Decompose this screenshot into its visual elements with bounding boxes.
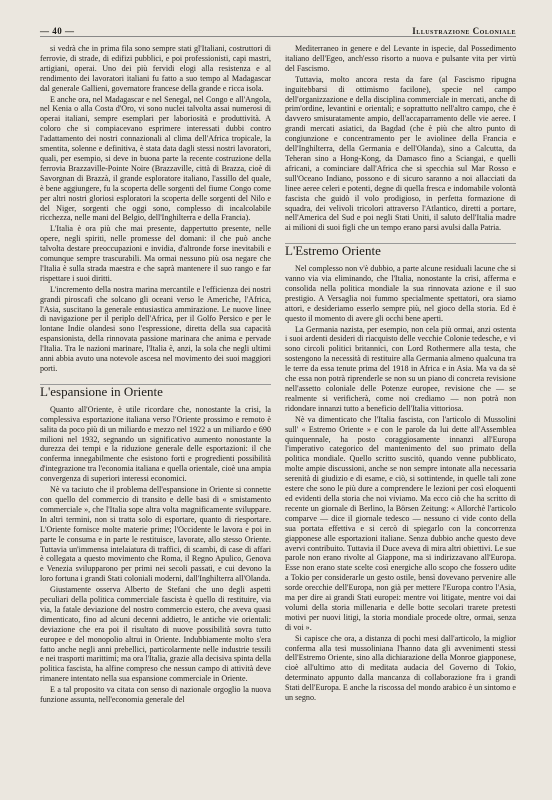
paragraph: Nel complesso non v'è dubbio, a parte alcune residuali lacune che si vanno via via eliminando, che l'Italia, nonostante la crisi, afferma e consolida nella politica mondiale la sua rinnovata azione e il suo prestigio. A Versaglia noi fummo specialmente spettatori, ora siamo attori, e desideriamo esserlo sempre più, nel gioco della storia. Ed è questo il momento di avere gli occhi bene aperti.: [285, 264, 516, 323]
paragraph: Giustamente osserva Alberto de Stefani che uno degli aspetti peculiari della politica commerciale fascista è quello di restituire, via via, la fatale deviazione del nostro commercio estero, che aveva quasi dimenticato, fino ad alcuni decenni addietro, le antiche vie orientali: deviazione che era poi il risultato di nuove possibilità sovra tutto europee e del monopolio altrui in Oriente. Indubbiamente molto s'era fatto anche negli anni prebellici, particolarmente nelle industrie tessili e nei trasporti marittimi; ma ora l'Italia, grazie alla decisiva spinta della politica fascista, ha alfine compreso che nessun campo di attività deve rimanere intentato nella sua espansione commerciale in Oriente.: [40, 585, 271, 684]
magazine-title: Illustrazione Coloniale: [412, 26, 516, 36]
paragraph: Tuttavia, molto ancora resta da fare (al Fascismo ripugna inguitebbarsi di ottimismo facilone), specie nel campo dell'organizzazione e della disciplina commerciale in mercati, anche di prim'ordine, levantini e orientali; e soprattutto nell'altro campo, che è davvero smisuratamente ampio, dell'accaparramento delle vie aeree. I grandi mercati asiatici, da Bagdad (che è più che altro punto di congiunzione e concentramento per le aviolinee della Francia e dell'Inghilterra, della Germania e dell'Olanda), sino a Calcutta, da Teheran sino a Hong-Kong, da Damasco fino a Sciangai, e quelli africani, a cominciare dall'Africa che si specchia sul Mar Rosso e sull'Oceano Indiano, possono e di sicuro saranno a noi allacciati da linee aeree celeri e potenti, degne di quella fresca e indomabile volontà fascista che guidò il volo prodigioso, in perfetta formazione di squadra, dei velivoli tricolori attraverso l'Atlantico, diretti a portare, nell'America del Sud e poi negli Stati Uniti, il saluto dell'Italia madre ai milioni di suoi figli che un tempo erano parsi avulsi dalla Patria.: [285, 74, 516, 233]
section-heading: L'Estremo Oriente: [285, 243, 516, 256]
paragraph: L'Italia è ora più che mai presente, dappertutto presente, nelle opere, negli spiriti, nelle promesse del domani: il che può anche talvolta destare preoccupazioni e invidia, d'altronde forse inevitabili e comunque sempre trascurabili. Ma ormai nessuno più osa negare che l'Italia è sulla strada maestra e che saprà mantenere il suo rango e far rispettare i suoi diritti.: [40, 224, 271, 283]
paragraph: E a tal proposito va citata con senso di nazionale orgoglio la nuova funzione assunta, nell'economia generale del: [40, 685, 271, 705]
paragraph: si vedrà che in prima fila sono sempre stati gl'Italiani, costruttori di ferrovie, di strade, di edifizi pubblici, e poi professionisti, capi mastri, artigiani, operai. Uno dei più fervidi elogi alla resistenza e al rendimento dei lavoratori italiani fu fatto a suo tempo al Madagascar dal generale Gallieni, governatore francese della grande e ricca isola.: [40, 44, 271, 93]
page-number: — 40 —: [40, 26, 75, 36]
page-header: [40, 16, 516, 37]
left-column: [40, 44, 271, 786]
paragraph: E anche ora, nel Madagascar e nel Senegal, nel Congo e all'Angola, nel Kenia o alla Costa d'Oro, vi sono nuclei talvolta assai numerosi di operai italiani, sempre esemplari per laboriosità e produttività. A coloro che si compiacevano esprimere interessati dubbi contro l'adattamento dei nostri connazionali al clima dell'Africa tropicale, la smentita, solenne e definitiva, è stata data dagli stessi nostri lavoratori, quali, per esempio, si deve in buona parte la recente costruzione della ferrovia Brazzaville-Pointe Noire (Brazzaville, città di Brazza, cioè di Savorgnan di Brazzà, il grande esploratore italiano, l'assillo del quale, è bene aggiungere, fu la scoperta delle sorgenti del fiume Congo come per altri nostri gloriosi esploratori la scoperta delle sorgenti del Nilo e del Niger, sorgenti che oggi sono, complesso di incalcolabile ricchezza, nelle mani del Belgio, dell'Inghilterra e della Francia).: [40, 94, 271, 223]
paragraph: Quanto all'Oriente, è utile ricordare che, nonostante la crisi, la complessiva esportazione italiana verso l'Oriente prossimo e remoto è salita da poco più di un miliardo e mezzo nel 1922 a un miliardo e 690 milioni nel 1932, segnando un significativo aumento nonostante la durezza dei tempi e la riduzione generale delle esportazioni: il che conferma innegabilmente che esistono forti e progredienti possibilità d'integrazione tra l'economia italiana e quella orientale, cioè una ampia convergenza di superiori interessi economici.: [40, 404, 271, 484]
paragraph: Nè va dimenticato che l'Italia fascista, con l'articolo di Mussolini sull' « Estremo Oriente » e con le parole da lui dette all'Assemblea quinquennale, ha posto coraggiosamente innanzi all'Europa l'imperativo categorico del mantenimento del suo primato della politica mondiale. Quello scritto suscitò, quando venne pubblicato, molte ampie discussioni, anche se non sempre intonate alla necessaria serenità di giudizio e di esame, e ciò, si sottintende, in quelle tali zone estere che sono le più dure a comprendere le lezioni per così eloquenti ed evidenti della storia che noi viviamo. Ma ecco ciò che ha scritto di recente un giornale di Berlino, la Börsen Zeitung: « Allorchè l'articolo comparve — dice il giornale tedesco — nessuno ci vide conto della sua portata effettiva e si cercò di spiegarlo con la concorrenza giapponese alle esportazioni italiane. Senza dubbio anche questo deve avervi contribuito. Tuttavia il Duce aveva di mira altri obiettivi. Le sue parole non erano rivolte al Giappone, ma si indirizzavano all'Europa. Esse non erano state scelte così energiche allo scopo che fossero udite a Tokio per considerarle un gesto ostile, bensì dovevano pervenire alle sorde orecchie dell'Europa, non già per mettere l'Europa contro l'Asia, ma per dire ai grandi Stati europei: mentre voi litigate, mentre voi dai volumi della storia millenaria e delle botte secolari trarete pretesti motivi per nuovi litigi, la storia mondiale procede oltre, ormai, senza di voi ».: [285, 414, 516, 632]
paragraph: Si capisce che ora, a distanza di pochi mesi dall'articolo, la miglior conferma alla tesi mussoliniana l'hanno data gli avvenimenti stessi dell'Estremo Oriente, sino alla dichiarazione della Monroe giapponese, cioè all'ultimo atto di meditata audacia del Governo di Tokio, determinato appunto dalla mancanza di collaborazione fra i grandi Stati dell'Europa. E anche la riscossa del mondo arabico è un sintomo e un segno.: [285, 633, 516, 703]
paragraph: Nè va taciuto che il problema dell'espansione in Oriente si connette con quello del commercio di transito e delle basi di « smistamento commerciale », che l'Italia sope altra volta magnificamente sviluppare. In altri termini, non si tratta solo di esportare, quanto di riesportare. L'Oriente fornisce molte materie prime; l'Occidente le lavora e poi in parte le consuma e in parte le restituisce, lavorate, allo stesso Oriente. Tuttavia un'immensa intelaiatura di traffici, di scambi, di case di affari è collegata a questo movimento che Roma, il Regno Apulico, Genova e Venezia svilupparono per primi nei secoli passati, e cui devono la loro fortuna i grandi Stati coloniali moderni, dall'Inghilterra all'Olanda.: [40, 485, 271, 584]
paragraph: La Germania nazista, per esempio, non cela più ormai, anzi ostenta i suoi ardenti desideri di riacquisto delle vecchie Colonie tedesche, e vi sono circoli politici britannici, con Lord Rothermere alla testa, che sostengono la necessità di restituire alla Germania almeno qualcuna tra le terre da essa tenute prima del 1918 in Africa e in Asia. Ma va da sè che essa non potrà riprenderle se non su un piano di concreta revisione nell'assetto coloniale delle Potenze europee, revisione che — se realmente si verificherà, come noi crediamo — non potrà non ridondare innanzi tutto a beneficio dell'Italia vittoriosa.: [285, 324, 516, 413]
paragraph: Mediterraneo in genere e del Levante in ispecie, dal Possedimento italiano dell'Egeo, anch'esso risorto a nuova e pulsante vita per virtù del Fascismo.: [285, 44, 516, 73]
article-body: [40, 44, 516, 786]
paragraph: L'incremento della nostra marina mercantile e l'efficienza dei nostri grandi piroscafi che solcano gli oceani verso le Americhe, l'Africa, l'Asia, suscitano la generale entusiastica ammirazione. Le nuove linee di navigazione per il periplo dell'Africa, per il Golfo Persico e per le lontane Indie olandesi sono l'espressione, diretta della sua capacità espansionista, della rinnovata passione marinara che anima e pervade l'Italia. Tra le nazioni marinare, l'Italia è, anzi, la sola che negli ultimi anni abbia avuto una notevole ascesa nel movimento dei suoi maggiori porti.: [40, 284, 271, 373]
right-column: [285, 44, 516, 786]
section-heading: L'espansione in Oriente: [40, 384, 271, 397]
